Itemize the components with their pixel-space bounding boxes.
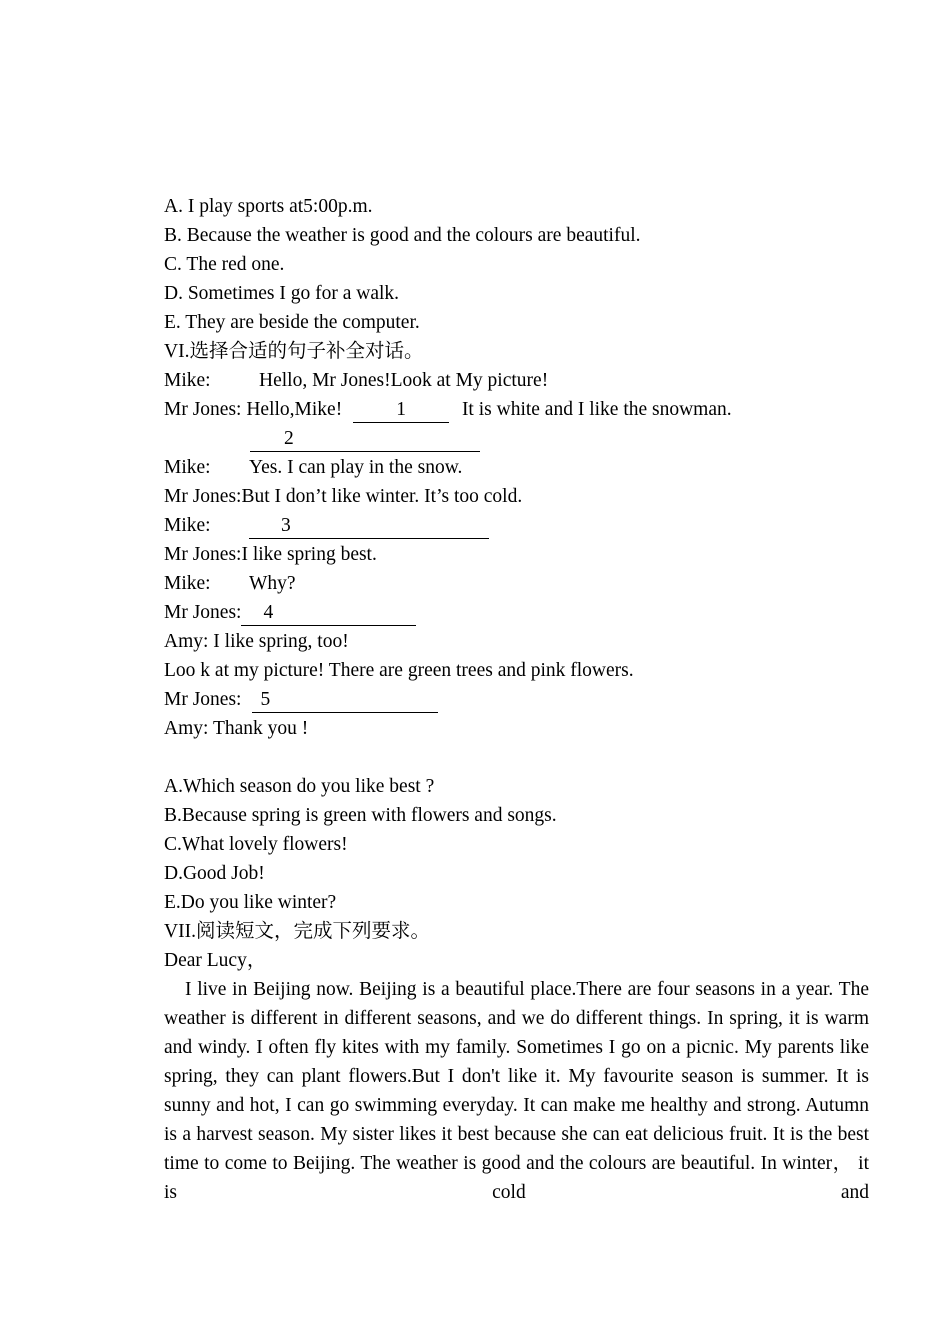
answer-blank-4[interactable] — [241, 601, 416, 626]
dialogue-line-8 — [164, 569, 869, 598]
option-v-e: E. They are beside the computer. — [164, 312, 420, 333]
option-v-c: C. The red one. — [164, 254, 285, 275]
blank-number: 4 — [263, 602, 274, 623]
option-vi-c: C.What lovely flowers! — [164, 834, 348, 855]
speaker-label: Mike: — [164, 457, 211, 478]
option-v-b: B. Because the weather is good and the colours are beautiful. — [164, 225, 641, 246]
speaker-label: Mike: — [164, 370, 211, 391]
dialogue-text: It is white and I like the snowman. — [461, 399, 732, 420]
blank-number: 2 — [284, 428, 294, 449]
dialogue-text: Yes. I can play in the snow. — [249, 457, 463, 478]
speaker-label: Mr Jones: — [164, 602, 242, 623]
answer-blank-1[interactable]: 1 — [353, 398, 449, 423]
dialogue-line-1 — [164, 366, 869, 395]
option-v-a: A. I play sports at5:00p.m. — [164, 196, 373, 217]
option-vi-d: D.Good Job! — [164, 863, 265, 884]
option-vi-e: E.Do you like winter? — [164, 892, 337, 913]
answer-blank-5[interactable] — [252, 688, 438, 713]
dialogue-text: Why? — [249, 573, 296, 594]
answer-blank-2[interactable] — [250, 427, 480, 452]
dialogue-line-4 — [164, 453, 869, 482]
speaker-label: Mr Jones: Hello,Mike! — [164, 399, 343, 420]
dialogue-line-11: Loo k at my picture! There are green trees and pink flowers. — [164, 660, 634, 681]
spacer — [164, 743, 869, 772]
section-vii-heading: VII.阅读短文，完成下列要求。 — [164, 921, 430, 942]
dialogue-line-6 — [164, 511, 869, 540]
dialogue-line-5: Mr Jones:But I don’t like winter. It’s too cold. — [164, 486, 523, 507]
option-vi-b: B.Because spring is green with flowers and songs. — [164, 805, 557, 826]
dialogue-line-12 — [164, 685, 869, 714]
speaker-label: Mike: — [164, 573, 211, 594]
blank-number: 3 — [281, 515, 291, 536]
document-content — [164, 192, 869, 1207]
speaker-label: Mr Jones: — [164, 689, 242, 710]
dialogue-line-10: Amy: I like spring, too! — [164, 631, 349, 652]
option-vi-a: A.Which season do you like best ? — [164, 776, 435, 797]
dialogue-line-9 — [164, 598, 869, 627]
option-v-d: D. Sometimes I go for a walk. — [164, 283, 400, 304]
section-vi-heading: VI.选择合适的句子补全对话。 — [164, 341, 424, 362]
letter-paragraph: I live in Beijing now. Beijing is a beautiful place.There are four seasons in a year. The weather is different in different seasons, and we do different things. In spring, it is warm and windy. I often fly kites with my family. Sometimes I go on a picnic. My parents like spring, they can plant flowers.But I don't like it. My favourite season is summer. It is sunny and hot, I can go swimming everyday. It can make me healthy and strong. Autumn is a harvest season. My sister likes it best because she can eat delicious fruit. It is the best time to come to Beijing. The weather is good and the colours are beautiful. In winter， it is cold and — [164, 979, 869, 1203]
speaker-label: Mike: — [164, 515, 211, 536]
answer-blank-3[interactable] — [249, 514, 489, 539]
dialogue-line-13: Amy: Thank you ! — [164, 718, 309, 739]
letter-salutation: Dear Lucy， — [164, 950, 267, 971]
dialogue-line-2 — [164, 395, 869, 424]
dialogue-line-7: Mr Jones:I like spring best. — [164, 544, 377, 565]
dialogue-line-3 — [164, 424, 869, 453]
blank-number: 5 — [260, 689, 271, 710]
dialogue-text: Hello, Mr Jones!Look at My picture! — [259, 370, 549, 391]
